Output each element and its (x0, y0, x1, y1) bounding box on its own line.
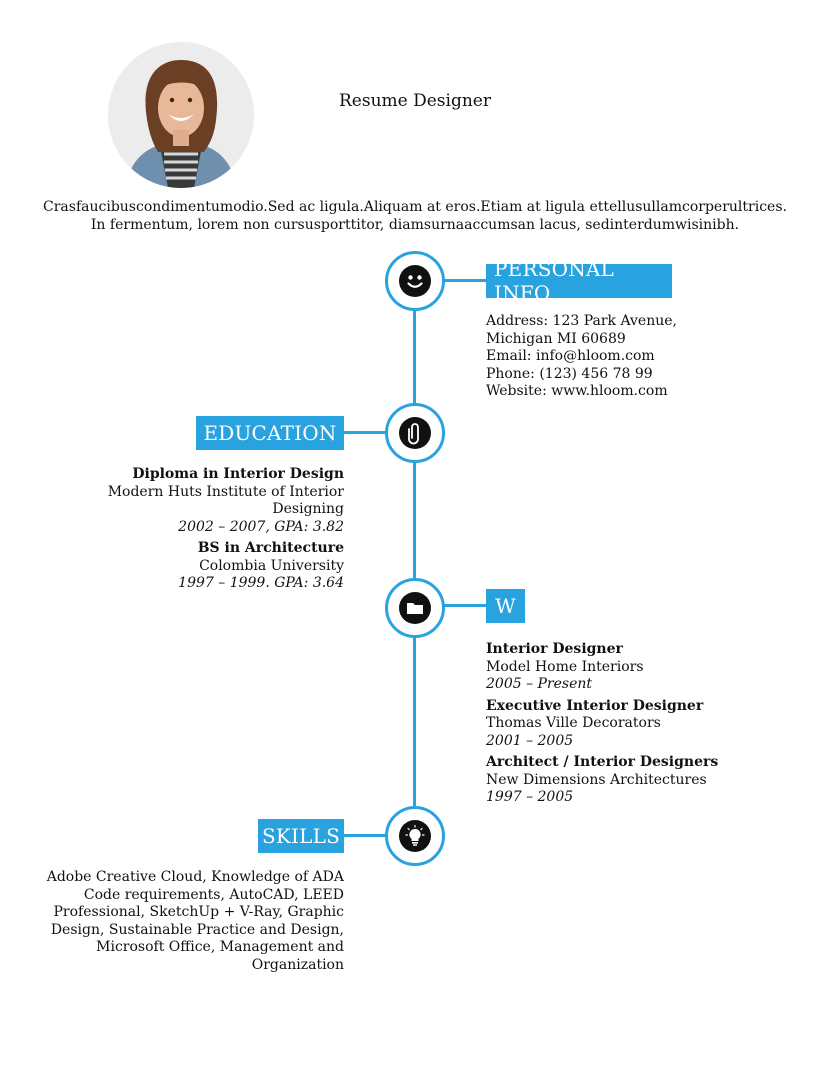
section-heading-work: W (486, 589, 525, 623)
education-dates: 2002 – 2007, GPA: 3.82 (178, 518, 344, 535)
website-line: Website: www.hloom.com (486, 383, 668, 399)
company-name: Model Home Interiors (486, 658, 644, 675)
job-title: Architect / Interior Designers (486, 754, 719, 770)
timeline-node-personal (385, 251, 445, 311)
personal-info-block (486, 313, 786, 401)
connector-line (344, 834, 386, 837)
skills-line: Microsoft Office, Management and (96, 939, 344, 955)
school-name: Modern Huts Institute of Interior Designing (107, 483, 344, 517)
company-name: Thomas Ville Decorators (486, 715, 661, 731)
education-item (40, 466, 344, 536)
intro-paragraph (40, 199, 790, 234)
address-line: Michigan MI 60689 (486, 330, 626, 347)
education-dates: 1997 – 1999. GPA: 3.64 (178, 575, 344, 591)
connector-line (344, 431, 386, 434)
connector-line (444, 604, 486, 607)
work-item (486, 754, 796, 807)
skills-line: Adobe Creative Cloud, Knowledge of ADA (46, 869, 344, 885)
education-item (40, 540, 344, 593)
skills-line: Professional, SketchUp + V-Ray, Graphic (53, 904, 344, 920)
work-item (486, 698, 796, 751)
work-dates: 1997 – 2005 (486, 789, 574, 805)
phone-line: Phone: (123) 456 78 99 (486, 365, 653, 382)
section-heading-education: EDUCATION (196, 416, 344, 450)
skills-block (40, 869, 344, 974)
skills-line: Design, Sustainable Practice and Design, (50, 921, 344, 938)
school-name: Colombia University (199, 557, 344, 574)
education-block (40, 466, 344, 593)
portrait-illustration (108, 42, 254, 188)
profile-photo (108, 42, 254, 188)
intro-line: In fermentum, lorem non cursusporttitor, diamsurnaaccumsan lacus, sedinterdumwisinibh. (90, 216, 740, 233)
section-heading-personal-info: PERSONAL INFO (486, 264, 672, 298)
skills-line: Code requirements, AutoCAD, LEED (83, 886, 344, 903)
company-name: New Dimensions Architectures (486, 771, 707, 788)
skills-line: Organization (251, 956, 344, 973)
smiley-icon (399, 265, 431, 297)
work-item (486, 641, 796, 694)
intro-line: Crasfaucibuscondimentumodio.Sed ac ligula.Aliquam at eros.Etiam at ligula ettellusullamcorperultrices. (43, 199, 787, 215)
paperclip-icon (399, 417, 431, 449)
connector-line (444, 279, 486, 282)
email-line: Email: info@hloom.com (486, 348, 655, 364)
degree-title: BS in Architecture (197, 540, 344, 556)
timeline-node-work (385, 578, 445, 638)
job-title: Interior Designer (486, 641, 623, 657)
timeline-node-education (385, 403, 445, 463)
timeline-line (413, 306, 416, 806)
work-dates: 2001 – 2005 (486, 732, 574, 749)
timeline-node-skills (385, 806, 445, 866)
job-title: Executive Interior Designer (486, 697, 704, 714)
work-block (486, 641, 796, 807)
lightbulb-icon (399, 820, 431, 852)
degree-title: Diploma in Interior Design (132, 466, 344, 482)
address-line: Address: 123 Park Avenue, (486, 313, 677, 329)
work-dates: 2005 – Present (486, 676, 593, 692)
folder-icon (399, 592, 431, 624)
section-heading-skills: SKILLS (258, 819, 344, 853)
page-title: Resume Designer (339, 91, 491, 111)
